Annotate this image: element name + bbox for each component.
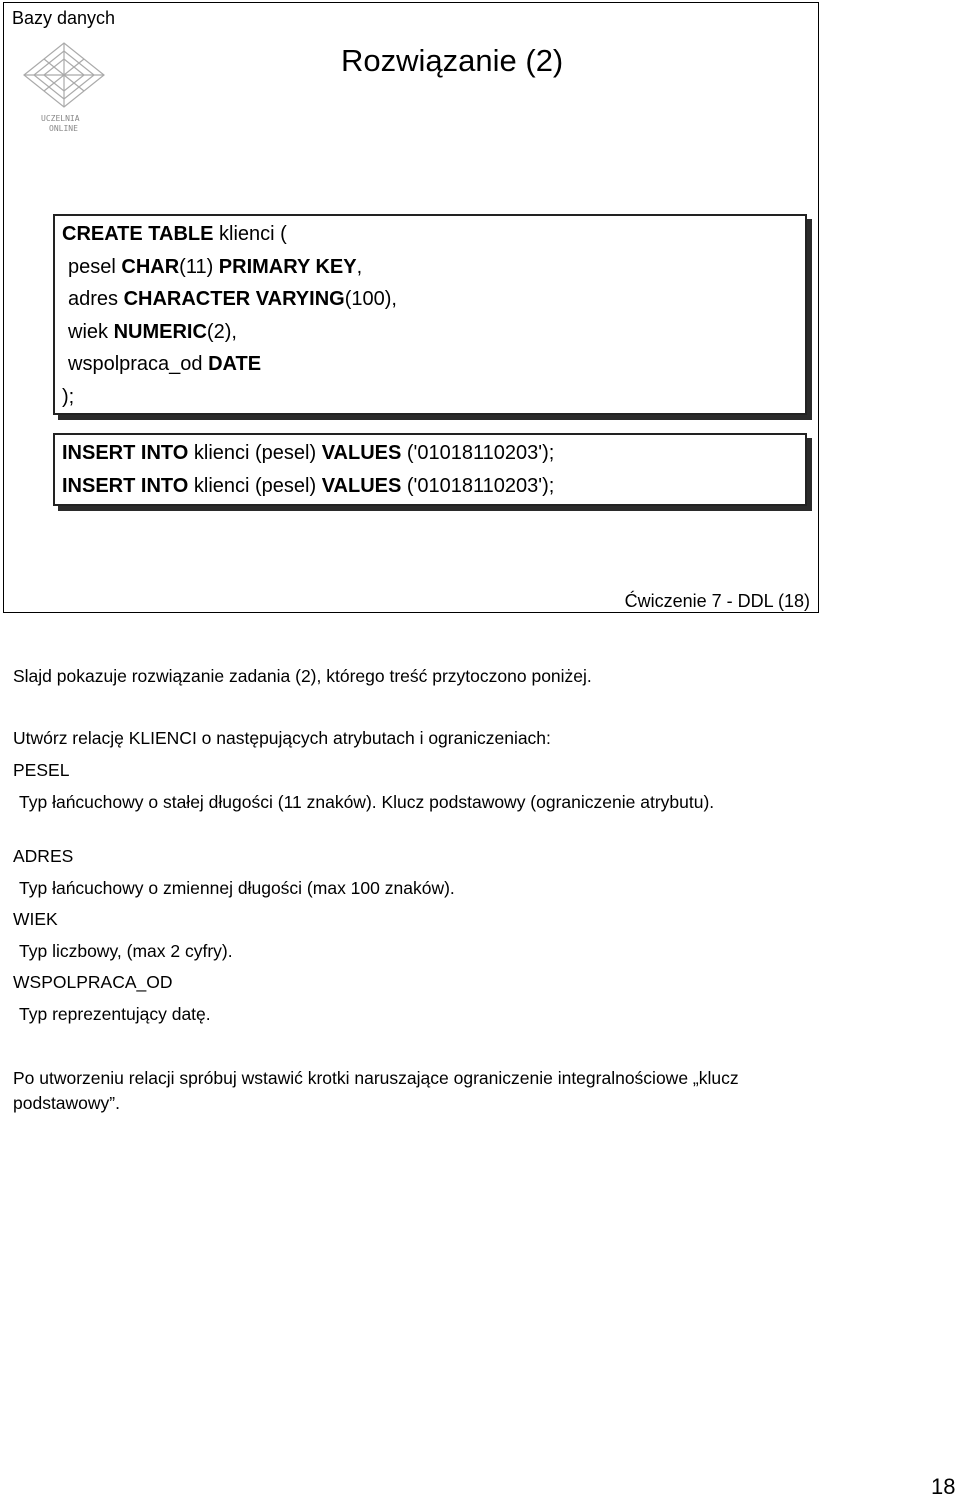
sql-text: ); xyxy=(62,385,75,408)
sql-text: klienci (pesel) xyxy=(188,474,322,497)
sql-text: , xyxy=(356,255,363,278)
attribute-description: Typ liczbowy, (max 2 cyfry). xyxy=(19,941,233,961)
logo-text-2: ONLINE xyxy=(49,124,78,133)
sql-keyword: VALUES xyxy=(321,474,402,497)
attribute-name: WSPOLPRACA_OD xyxy=(13,972,173,992)
code-line xyxy=(62,218,805,251)
sql-keyword: INSERT INTO xyxy=(62,442,189,464)
sql-text: (100), xyxy=(344,288,397,310)
logo-text-1: UCZELNIA xyxy=(41,114,80,123)
sql-keyword: CHAR xyxy=(121,255,180,278)
notes-intro: Slajd pokazuje rozwiązanie zadania (2), którego treść przytoczono poniżej. xyxy=(13,666,592,686)
course-name: Bazy danych xyxy=(12,8,116,28)
sql-text: ('01018110203'); xyxy=(401,442,555,464)
sql-text: wiek xyxy=(68,320,114,343)
slide-frame xyxy=(3,2,819,613)
attribute-name: ADRES xyxy=(13,846,74,866)
code-line xyxy=(62,283,805,316)
notes-task: Utwórz relację KLIENCI o następujących atrybutach i ograniczeniach: xyxy=(13,728,551,748)
sql-text: klienci ( xyxy=(213,223,287,245)
code-line xyxy=(62,381,805,414)
code-line xyxy=(62,251,805,284)
sql-keyword: CREATE TABLE xyxy=(62,223,214,245)
insert-code-box xyxy=(53,433,807,506)
code-line xyxy=(62,470,805,503)
sql-keyword: INSERT INTO xyxy=(62,474,189,497)
attribute-description: Typ reprezentujący datę. xyxy=(19,1004,211,1024)
attribute-name: PESEL xyxy=(13,760,70,780)
sql-keyword: DATE xyxy=(208,353,262,375)
notes-final: Po utworzeniu relacji spróbuj wstawić krotki naruszające ograniczenie integralnościowe „klucz podstawowy”. xyxy=(13,1068,739,1113)
code-line xyxy=(62,316,805,349)
university-logo xyxy=(19,35,109,135)
sql-keyword: VALUES xyxy=(321,442,402,464)
attribute-description: Typ łańcuchowy o stałej długości (11 znaków). Klucz podstawowy (ograniczenie atrybutu). xyxy=(19,792,715,812)
slide-title: Rozwiązanie (2) xyxy=(341,43,564,78)
sql-keyword: NUMERIC xyxy=(113,320,207,343)
sql-text: ('01018110203'); xyxy=(401,474,555,497)
sql-text: pesel xyxy=(68,255,122,278)
code-line xyxy=(62,348,805,381)
sql-text: (11) xyxy=(179,255,219,278)
attribute-name: WIEK xyxy=(13,909,58,929)
slide-footer: Ćwiczenie 7 - DDL (18) xyxy=(624,591,810,611)
sql-keyword: CHARACTER VARYING xyxy=(123,288,345,310)
sql-text: adres xyxy=(68,288,124,310)
page-number: 18 xyxy=(931,1474,956,1499)
sql-keyword: PRIMARY KEY xyxy=(218,255,357,278)
sql-text: klienci (pesel) xyxy=(188,442,322,464)
attribute-description: Typ łańcuchowy o zmiennej długości (max 100 znaków). xyxy=(19,878,455,898)
create-table-code-box xyxy=(53,214,807,415)
sql-text: wspolpraca_od xyxy=(68,353,209,375)
code-line xyxy=(62,437,805,470)
sql-text: (2), xyxy=(206,320,237,343)
